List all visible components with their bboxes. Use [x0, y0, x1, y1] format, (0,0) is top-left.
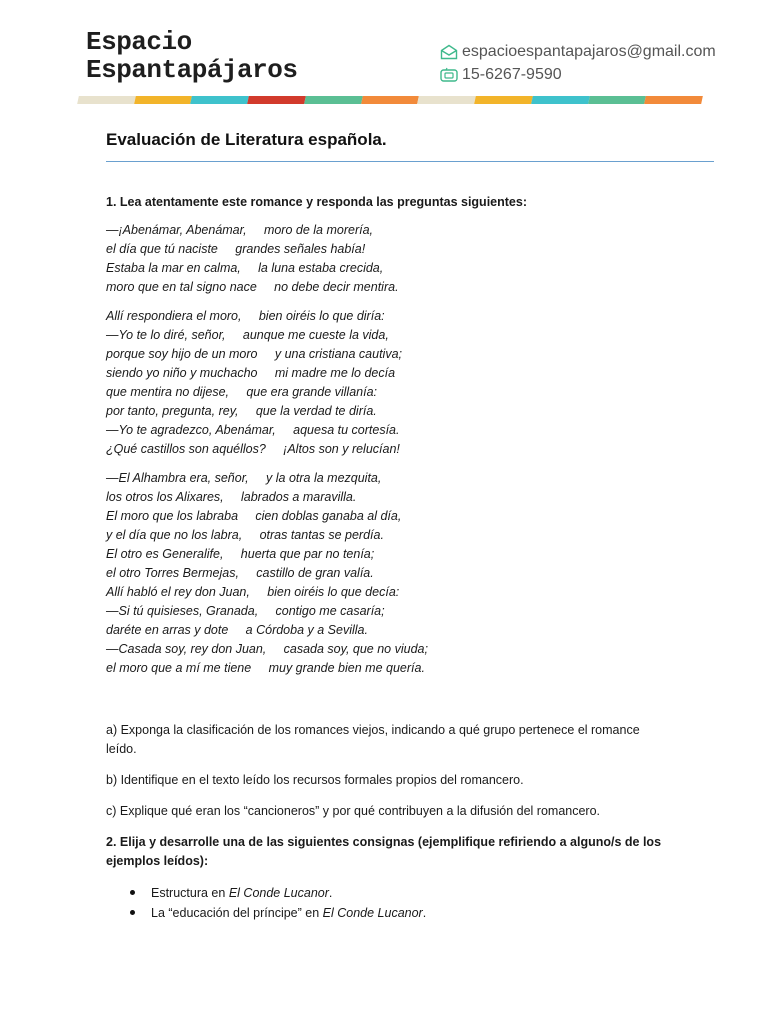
stripe-segment [588, 96, 646, 104]
contact-block [440, 40, 716, 86]
stripe-segment [418, 96, 476, 104]
poem-verse: —Casada soy, rey don Juan, casada soy, que no viuda; [106, 642, 428, 656]
page-title: Evaluación de Literatura española. [106, 130, 387, 149]
question-b: b) Identifique en el texto leído los recursos formales propios del romancero. [106, 773, 524, 787]
list-item: La “educación del príncipe” en El Conde Lucanor. [151, 903, 666, 923]
poem-verse: El otro es Generalife, huerta que par no tenía; [106, 547, 375, 561]
envelope-icon [440, 44, 458, 60]
poem-verse: porque soy hijo de un moro y una cristiana cautiva; [106, 347, 402, 361]
poem-verse: —El Alhambra era, señor, y la otra la mezquita, [106, 471, 382, 485]
stripe-segment [531, 96, 589, 104]
poem-verse: Allí respondiera el moro, bien oiréis lo que diría: [106, 309, 385, 323]
question-c: c) Explique qué eran los “cancioneros” y por qué contribuyen a la difusión del romancero. [106, 804, 601, 818]
poem-stanza [106, 469, 666, 678]
poem-verse: el moro que a mí me tiene muy grande bien me quería. [106, 661, 425, 675]
poem-verse: ¿Qué castillos son aquéllos? ¡Altos son y relucían! [106, 442, 400, 456]
poem-verse: moro que en tal signo nace no debe decir mentira. [106, 280, 399, 294]
poem-stanza [106, 307, 666, 459]
poem-verse: siendo yo niño y muchacho mi madre me lo decía [106, 366, 396, 380]
brand-line-1: Espacio [86, 27, 192, 57]
poem-verse: y el día que no los labra, otras tantas se perdía. [106, 528, 384, 542]
poem-verse: —Si tú quisieses, Granada, contigo me casaría; [106, 604, 385, 618]
poem-verse: —Yo te lo diré, señor, aunque me cueste la vida, [106, 328, 389, 342]
options-list [106, 883, 666, 923]
poem-verse: que mentira no dijese, que era grande villanía: [106, 385, 378, 399]
poem-verse: por tanto, pregunta, rey, que la verdad te diría. [106, 404, 377, 418]
poem-verse: —Yo te agradezco, Abenámar, aquesa tu cortesía. [106, 423, 400, 437]
poem-verse: daréte en arras y dote a Córdoba y a Sevilla. [106, 623, 368, 637]
poem-verse: —¡Abenámar, Abenámar, moro de la morería, [106, 223, 374, 237]
poem-stanza [106, 221, 666, 297]
list-item: Estructura en El Conde Lucanor. [151, 883, 666, 903]
phone-text: 15-6267-9590 [462, 66, 562, 83]
stripe-segment [474, 96, 532, 104]
brand-logo [86, 28, 297, 84]
poem-verse: Allí habló el rey don Juan, bien oiréis lo que decía: [106, 585, 400, 599]
stripe-segment [77, 96, 135, 104]
email-row [440, 40, 716, 63]
stripe-segment [644, 96, 702, 104]
phone-row [440, 63, 716, 86]
stripe-segment [191, 96, 249, 104]
email-text[interactable]: espacioespantapajaros@gmail.com [462, 43, 716, 60]
stripe-segment [361, 96, 419, 104]
poem-verse: Estaba la mar en calma, la luna estaba crecida, [106, 261, 384, 275]
poem-verse: El moro que los labraba cien doblas ganaba al día, [106, 509, 402, 523]
poem [106, 221, 666, 678]
color-stripe [77, 96, 703, 104]
stripe-segment [247, 96, 305, 104]
document-body [106, 193, 666, 923]
phone-icon [440, 67, 458, 83]
poem-verse: el día que tú naciste grandes señales había! [106, 242, 366, 256]
poem-verse: los otros los Alixares, labrados a maravilla. [106, 490, 357, 504]
title-divider [106, 161, 714, 162]
question-1: 1. Lea atentamente este romance y responda las preguntas siguientes: [106, 195, 527, 209]
stripe-segment [134, 96, 192, 104]
question-2: 2. Elija y desarrolle una de las siguientes consignas (ejemplifique refiriendo a alguno/s de los ejemplos leídos): [106, 835, 662, 868]
question-a: a) Exponga la clasificación de los romances viejos, indicando a qué grupo pertenece el romance leído. [106, 723, 640, 756]
stripe-segment [304, 96, 362, 104]
brand-line-2: Espantapájaros [86, 55, 298, 85]
poem-verse: el otro Torres Bermejas, castillo de gran valía. [106, 566, 374, 580]
